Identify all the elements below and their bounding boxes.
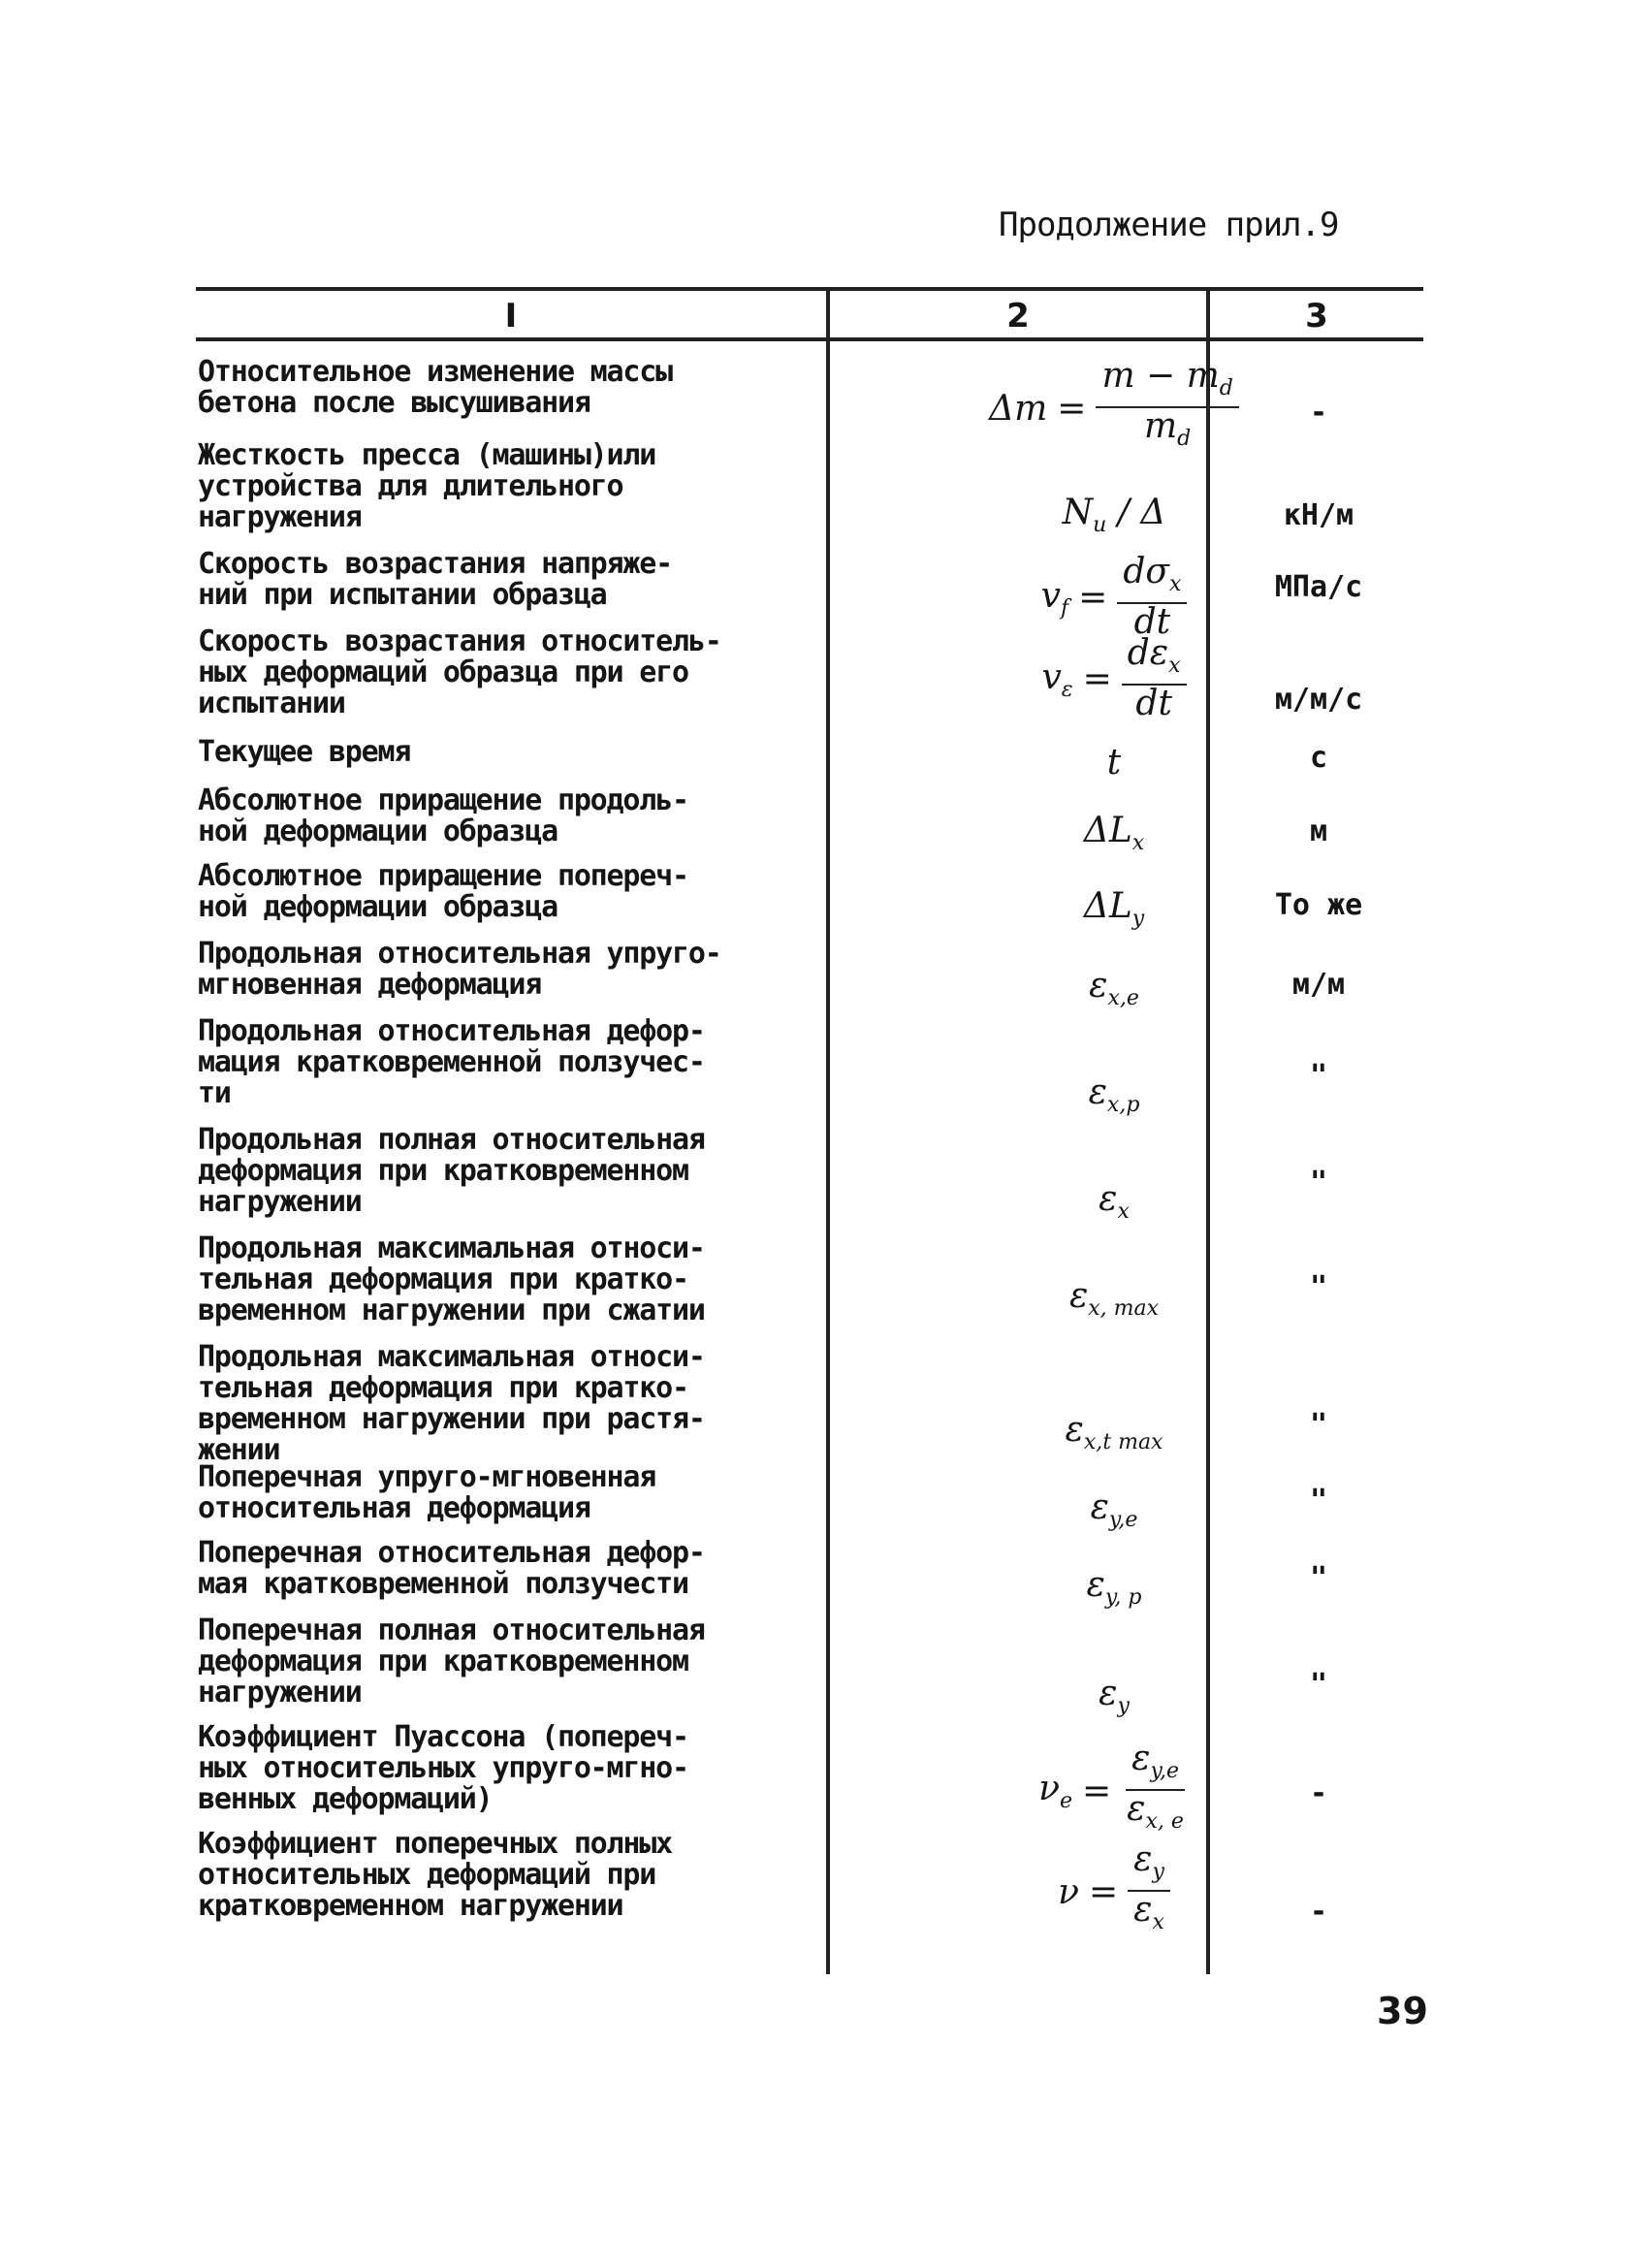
denominator-text: ε	[1127, 1789, 1146, 1830]
formula-lhs-subscript: f	[1060, 595, 1069, 621]
row-description: Текущее время	[198, 735, 411, 769]
row-unit: "	[1309, 1166, 1328, 1199]
fraction-denominator	[1121, 1791, 1190, 1840]
formula-lhs	[1058, 1872, 1079, 1912]
fraction-numerator	[1122, 633, 1187, 686]
formula-subscript: x,e	[1107, 986, 1139, 1011]
formula-subscript: x,p	[1106, 1093, 1140, 1118]
numerator-subscript: d	[1219, 376, 1233, 401]
equals-sign: =	[1082, 1771, 1112, 1811]
formula-lhs	[1038, 1769, 1072, 1813]
denominator-subscript: d	[1177, 427, 1192, 452]
formula-lhs-subscript: e	[1059, 1789, 1072, 1814]
formula-lhs-symbol: v	[1041, 656, 1062, 697]
row-description: Абсолютное приращение продоль- ной деформации образца	[198, 783, 688, 848]
row-unit: "	[1309, 1270, 1328, 1304]
formula-symbol: ε	[1090, 1487, 1109, 1527]
formula-subscript: y	[1131, 907, 1145, 932]
row-description: Коэффициент Пуассона (попереч- ных относительных упруго-мгно- венных деформаций)	[198, 1720, 688, 1816]
row-unit: "	[1309, 1059, 1328, 1093]
formula-symbol: ε	[1068, 1276, 1089, 1316]
formula-lhs	[1041, 657, 1072, 702]
formula-lhs-symbol: ν	[1058, 1871, 1079, 1912]
formula-subscript: u	[1093, 513, 1107, 538]
row-description: Поперечная упруго-мгновенная относительная деформация	[198, 1460, 656, 1525]
row-unit: м/м/с	[1274, 683, 1363, 717]
column-divider-2	[1206, 287, 1210, 1974]
row-description: Жесткость пресса (машины)или устройства для длительного нагружения	[198, 438, 656, 534]
numerator-text: dε	[1127, 633, 1169, 673]
numerator-text: ε	[1131, 1739, 1151, 1778]
formula-lhs-symbol: ν	[1038, 1769, 1060, 1809]
numerator-text: ε	[1133, 1839, 1153, 1879]
formula-tail: / Δ	[1106, 493, 1166, 532]
formula-symbol: ΔL	[1083, 886, 1132, 926]
row-description: Продольная максимальная относи- тельная деформация при кратко- временном нагружении при растя- жении	[198, 1340, 705, 1467]
row-description: Продольная полная относительная деформация при кратковременном нагружении	[198, 1123, 705, 1219]
fraction	[1117, 552, 1187, 643]
formula-symbol: ε	[1065, 1410, 1084, 1450]
row-description: Абсолютное приращение попереч- ной деформации образца	[198, 859, 688, 924]
numerator-subscript: y	[1152, 1860, 1164, 1885]
formula-symbol: ε	[1088, 1072, 1107, 1112]
column-header-2: 2	[1006, 297, 1030, 335]
equals-sign: =	[1082, 659, 1112, 700]
row-unit: "	[1309, 1561, 1328, 1595]
numerator-subscript: y,e	[1150, 1759, 1179, 1784]
row-description: Скорость возрастания напряже- ний при испытании образца	[198, 547, 672, 612]
row-unit: -	[1309, 1895, 1328, 1929]
formula-symbol: ε	[1099, 1179, 1118, 1219]
formula-subscript: x	[1117, 1199, 1130, 1225]
row-unit: То же	[1274, 888, 1363, 922]
row-description: Поперечная полная относительная деформация при кратковременном нагружении	[198, 1613, 705, 1709]
row-unit: кН/м	[1283, 498, 1354, 532]
formula-symbol: ε	[1089, 966, 1108, 1006]
formula-subscript: y	[1117, 1694, 1130, 1719]
formula-subscript: y,e	[1108, 1508, 1138, 1533]
row-unit: "	[1309, 1668, 1328, 1702]
formula-lhs-subscript: ε	[1061, 677, 1073, 702]
symbols-table	[196, 287, 1423, 1974]
denominator-text: m	[1144, 406, 1178, 447]
fraction	[1128, 1839, 1170, 1941]
row-unit: м	[1309, 815, 1328, 848]
denominator-text: ε	[1133, 1890, 1153, 1931]
formula-symbol: N	[1062, 493, 1094, 532]
numerator-subscript: x	[1168, 572, 1182, 597]
denominator-subscript: x, e	[1145, 1809, 1184, 1835]
row-description: Поперечная относительная дефор- мая кратковременной ползучести	[198, 1536, 705, 1601]
formula-subscript: y, p	[1104, 1585, 1142, 1611]
row-unit: "	[1309, 1408, 1328, 1442]
table-header-rule	[196, 337, 1423, 341]
formula-subscript: x,t max	[1083, 1430, 1163, 1455]
fraction-numerator	[1117, 552, 1187, 604]
formula-symbol: ε	[1099, 1674, 1118, 1713]
fraction	[1121, 1741, 1190, 1840]
row-description: Продольная максимальная относи- тельная деформация при кратко- временном нагружении при сжатии	[198, 1231, 705, 1327]
page-number: 39	[1377, 1990, 1428, 2032]
fraction-numerator	[1126, 1741, 1185, 1791]
row-description: Относительное изменение массы бетона после высушивания	[198, 355, 672, 420]
fraction-numerator	[1128, 1839, 1170, 1892]
denominator-text: dt	[1133, 602, 1171, 643]
fraction-denominator	[1138, 408, 1196, 458]
numerator-text: m − m	[1101, 356, 1220, 396]
fraction-denominator	[1128, 1892, 1170, 1941]
equals-sign: =	[1078, 578, 1108, 619]
formula-subscript: x	[1131, 831, 1145, 856]
column-header-3: 3	[1305, 297, 1328, 335]
table-top-rule	[196, 287, 1423, 291]
formula-symbol: ΔL	[1083, 811, 1132, 850]
formula-subscript: x, max	[1088, 1296, 1160, 1322]
formula-lhs-symbol: Δm	[989, 388, 1048, 429]
row-unit: с	[1309, 741, 1328, 775]
fraction	[1122, 633, 1187, 724]
row-description: Скорость возрастания относитель- ных деформаций образца при его испытании	[198, 624, 721, 720]
numerator-subscript: x	[1168, 654, 1181, 679]
formula-lhs-symbol: v	[1040, 575, 1061, 616]
column-header-1: I	[504, 297, 518, 335]
formula-lhs	[1041, 576, 1069, 621]
fraction-denominator	[1130, 686, 1178, 722]
column-divider-1	[826, 287, 830, 1974]
row-description: Продольная относительная упруго- мгновенная деформация	[198, 937, 721, 1002]
formula-symbol: t	[1106, 743, 1122, 783]
formula-lhs	[989, 389, 1047, 429]
row-unit: -	[1309, 1776, 1328, 1810]
row-unit: "	[1309, 1484, 1328, 1517]
equals-sign: =	[1057, 388, 1087, 429]
row-unit: м/м	[1291, 968, 1346, 1002]
row-unit: МПа/с	[1274, 570, 1363, 604]
denominator-subscript: x	[1152, 1910, 1164, 1935]
denominator-text: dt	[1135, 684, 1172, 724]
row-description: Коэффициент поперечных полных относительных деформаций при кратковременном нагружении	[198, 1827, 672, 1923]
formula-symbol: ε	[1086, 1565, 1105, 1605]
continuation-header: Продолжение прил.9	[999, 206, 1339, 244]
numerator-text: dσ	[1123, 552, 1169, 591]
equals-sign: =	[1088, 1871, 1119, 1912]
row-description: Продольная относительная дефор- мация кратковременной ползучес- ти	[198, 1014, 705, 1110]
row-unit: -	[1309, 396, 1328, 430]
